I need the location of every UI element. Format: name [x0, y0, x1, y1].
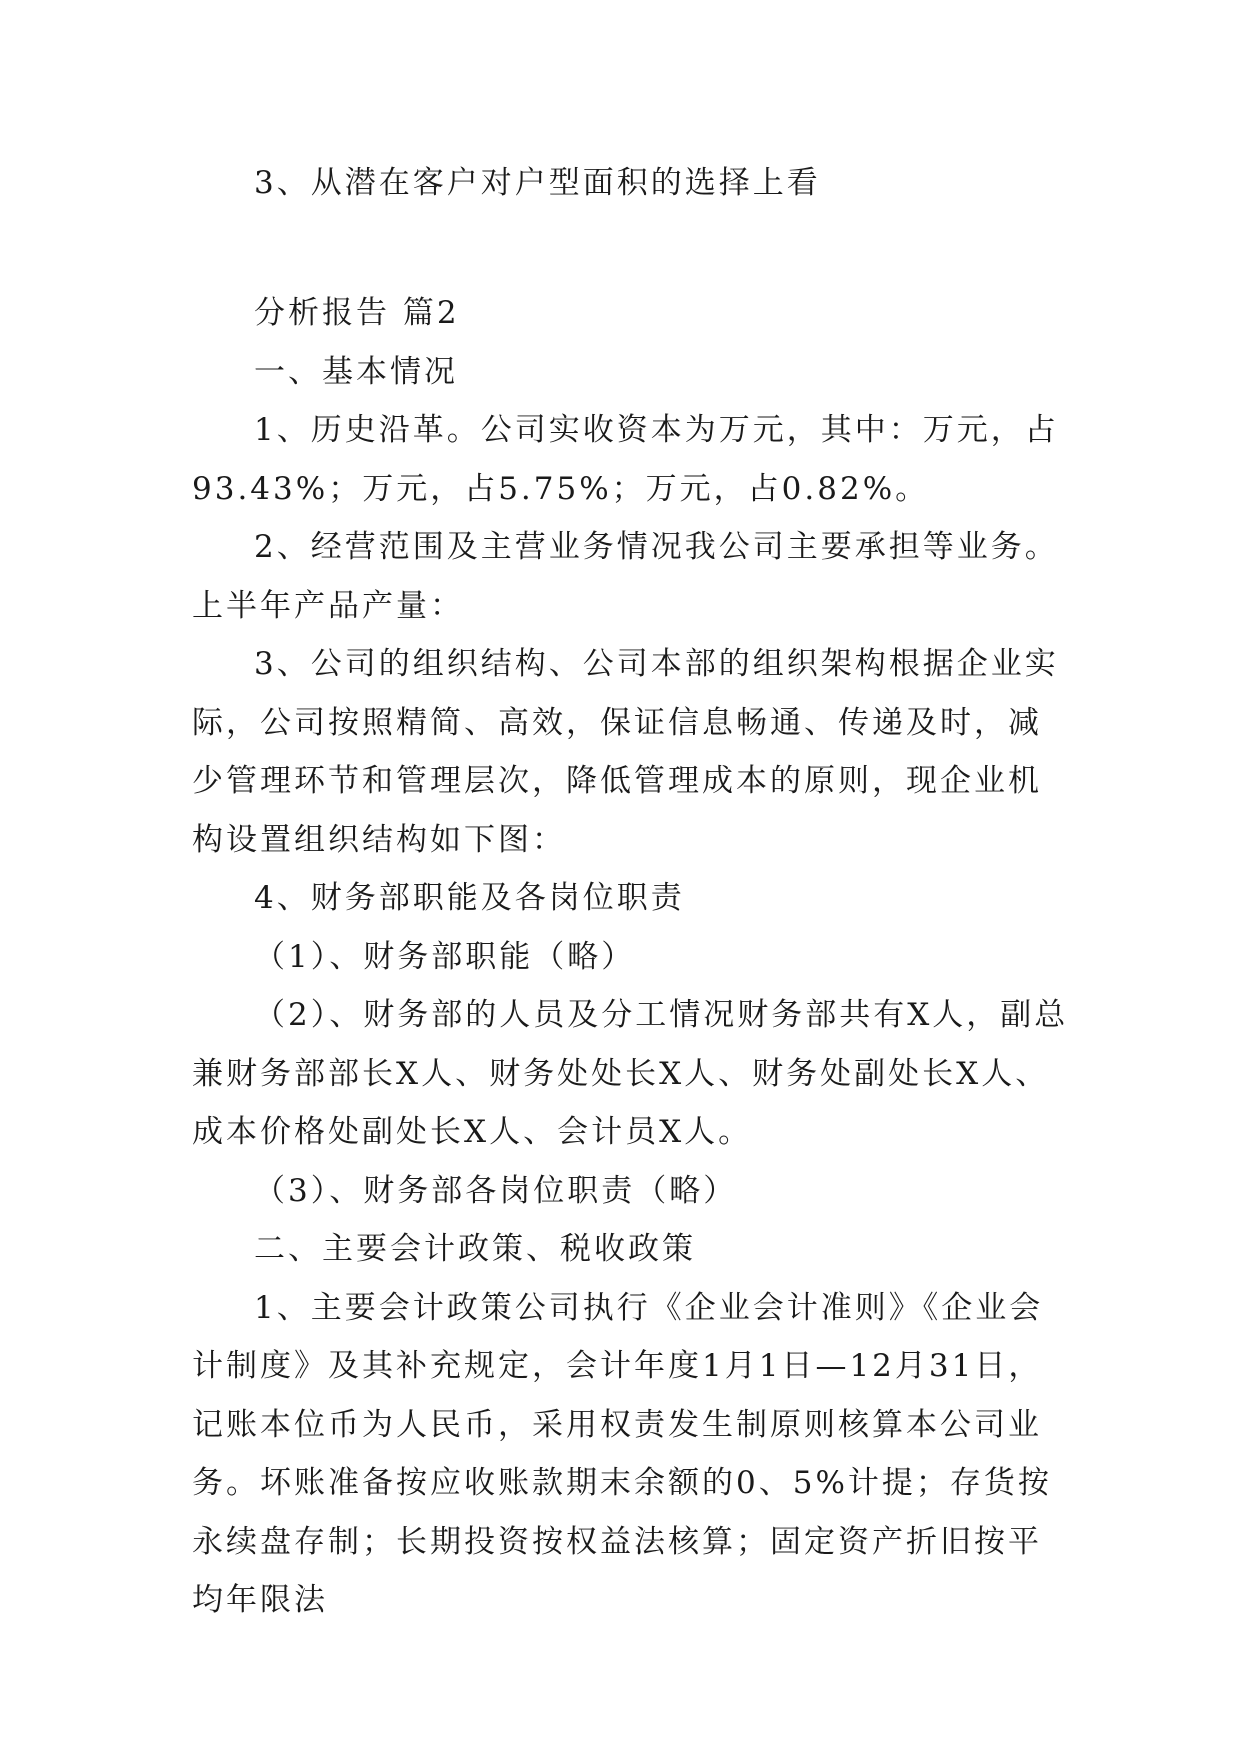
- paragraph-business-scope: 2、经营范围及主营业务情况我公司主要承担等业务。上半年产品产量：: [192, 529, 1059, 624]
- section-heading-policies: 二、主要会计政策、税收政策: [254, 1231, 696, 1267]
- section-heading-basic-info: 一、基本情况: [254, 353, 458, 390]
- paragraph-section-1-item-3: 3、从潜在客户对户型面积的选择上看: [254, 165, 821, 201]
- paragraph-accounting-policy: 1、主要会计政策公司执行《企业会计准则》《企业会计制度》及其补充规定，会计年度1月1日—12月31日，记账本位币为人民币，采用权责发生制原则核算本公司业务。坏账准备按应收账款期末余额的0、5%计提；存货按永续盘存制；长期投资按权益法核算；固定资产折旧按平均年限法: [192, 1289, 1052, 1618]
- document-body: [192, 154, 1072, 1630]
- paragraph-finance-staff: （2）、财务部的人员及分工情况财务部共有X人，副总兼财务部部长X人、财务处处长X人、财务处副处长X人、成本价格处副处长X人、会计员X人。: [192, 997, 1069, 1150]
- paragraph-finance-function: （1）、财务部职能（略）: [254, 938, 636, 975]
- paragraph-finance-dept: 4、财务部职能及各岗位职责: [254, 880, 685, 916]
- paragraph-org-structure: 3、公司的组织结构、公司本部的组织架构根据企业实际，公司按照精简、高效，保证信息畅通、传递及时，减少管理环节和管理层次，降低管理成本的原则，现企业机构设置组织结构如下图：: [192, 646, 1059, 858]
- section-spacer: [192, 212, 1072, 284]
- report-heading: 分析报告 篇2: [254, 295, 460, 331]
- paragraph-finance-duties: （3）、财务部各岗位职责（略）: [254, 1172, 738, 1209]
- paragraph-history: 1、历史沿革。公司实收资本为万元，其中：万元，占93.43%；万元，占5.75%；万元，占0.82%。: [192, 412, 1059, 507]
